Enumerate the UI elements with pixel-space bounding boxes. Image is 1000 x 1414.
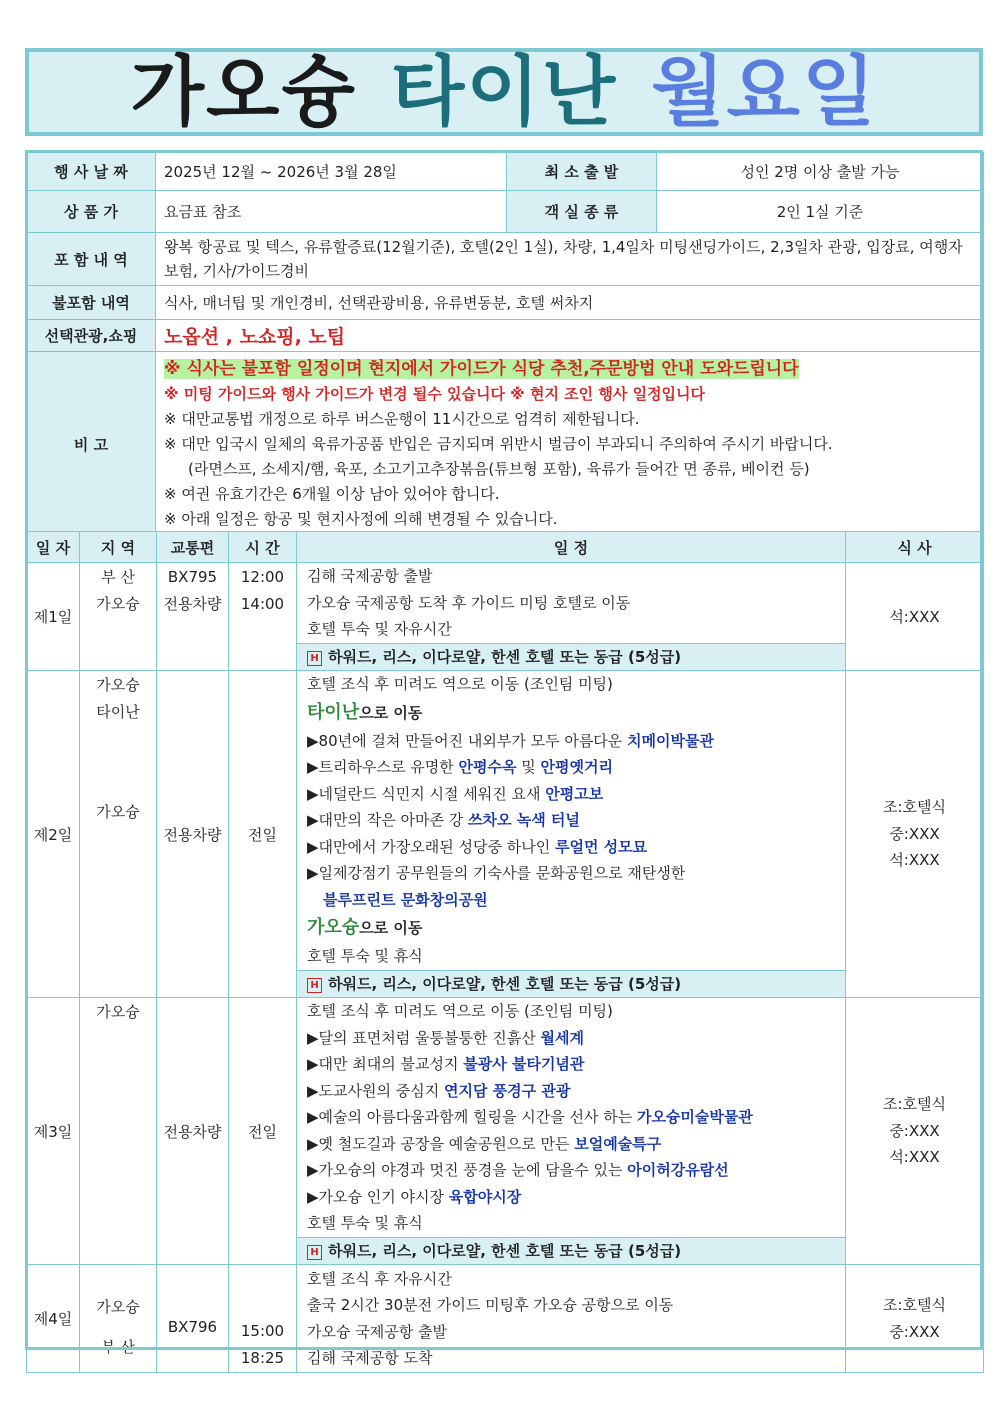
room-label: 객 실 종 류	[507, 191, 657, 233]
page-title	[25, 48, 983, 136]
day4-regions: 가오슝 부 산	[80, 1265, 157, 1373]
day2-transport: 전용차량	[157, 671, 229, 998]
day4-row	[27, 1265, 984, 1373]
remark-label: 비 고	[27, 352, 156, 537]
day2-meals: 조:호텔식 중:XXX 석:XXX	[846, 671, 984, 998]
title-part-2: 타이난	[390, 47, 618, 136]
day1-transport: BX795 전용차량	[157, 563, 229, 671]
remark-change: ※ 아래 일정은 항공 및 현지사정에 의해 변경될 수 있습니다.	[164, 509, 558, 528]
day1-plan: 김해 국제공항 출발 가오슝 국제공항 도착 후 가이드 미팅 호텔로 이동 호텔 투숙 및 자유시간 H 하워드, 리스, 이다로얄, 한센 호텔 또는 동급 (5성급)	[297, 563, 846, 671]
hotel-icon: H	[307, 651, 322, 666]
price-label: 상 품 가	[27, 191, 156, 233]
header-plan: 일 정	[297, 532, 846, 563]
day1-regions: 부 산 가오슝	[80, 563, 157, 671]
day3-hotel: H 하워드, 리스, 이다로얄, 한센 호텔 또는 동급 (5성급)	[297, 1237, 845, 1265]
day2-label: 제2일	[27, 671, 80, 998]
remark-passport: ※ 여권 유효기간은 6개월 이상 남아 있어야 합니다.	[164, 484, 500, 503]
option-label: 선택관광,쇼핑	[27, 320, 156, 352]
header-transport: 교통편	[157, 532, 229, 563]
remark-guide: ※ 미팅 가이드와 행사 가이드가 변경 될수 있습니다 ※ 현지 조인 행사 일정입니다	[164, 384, 706, 403]
header-time: 시 간	[229, 532, 297, 563]
include-label: 포 함 내 역	[27, 233, 156, 286]
day1-row	[27, 563, 984, 671]
day3-transport: 전용차량	[157, 998, 229, 1265]
day3-row	[27, 998, 984, 1265]
include-value: 왕복 항공료 및 텍스, 유류할증료(12월기준), 호텔(2인 1실), 차량, 1,4일차 미팅샌딩가이드, 2,3일차 관광, 입장료, 여행자보험, 기사/가이드경비	[156, 233, 984, 286]
day4-plan: 호텔 조식 후 자유시간 출국 2시간 30분전 가이드 미팅후 가오슝 공항으로 이동 가오슝 국제공항 출발 김해 국제공항 도착	[297, 1265, 846, 1373]
day1-label: 제1일	[27, 563, 80, 671]
room-value: 2인 1실 기준	[657, 191, 984, 233]
day3-region: 가오슝	[80, 998, 157, 1265]
remark-meal: ※ 식사는 불포함 일정이며 현지에서 가이드가 식당 추천,주문방법 안내 도와드립니다	[164, 358, 799, 379]
date-label: 행 사 날 짜	[27, 153, 156, 191]
day4-times: 15:00 18:25	[229, 1265, 297, 1373]
remark-meat-list: (라면스프, 소세지/햄, 육포, 소고기고추장볶음(튜브형 포함), 육류가 들어간 면 종류, 베이컨 등)	[188, 459, 810, 478]
remarks	[156, 352, 984, 537]
day3-plan: 호텔 조식 후 미려도 역으로 이동 (조인팀 미팅) ▶달의 표면처럼 울퉁불퉁한 진흙산 월세계 ▶대만 최대의 불교성지 불광사 불타기념관 ▶도교사원의 중심지 연지담 풍경구 관광 ▶예술의 아름다움과함께 힐링을 시간을 선사 하는 가오슝미술박물관 ▶옛 철도길과 공장을 예술공원으로 만든 보얼예술특구 ▶가오슝의 야경과 멋진 풍경을 눈에 담을수 있는 아이허강유람선 ▶가오슝 인기 야시장 육합야시장 호텔 투숙 및 휴식 H 하워드, 리스, 이다로얄, 한센 호텔 또는 동급 (5성급)	[297, 998, 846, 1265]
day4-label: 제4일	[27, 1265, 80, 1373]
info-table	[26, 152, 984, 537]
day1-meal: 석:XXX	[846, 563, 984, 671]
day1-hotel: H 하워드, 리스, 이다로얄, 한센 호텔 또는 동급 (5성급)	[297, 643, 845, 671]
header-region: 지 역	[80, 532, 157, 563]
min-departure-label: 최 소 출 발	[507, 153, 657, 191]
day4-meals: 조:호텔식 중:XXX	[846, 1265, 984, 1373]
hotel-icon: H	[307, 1245, 322, 1260]
remark-bus: ※ 대만교통법 개정으로 하루 버스운행이 11시간으로 엄격히 제한됩니다.	[164, 409, 640, 428]
exclude-value: 식사, 매너팁 및 개인경비, 선택관광비용, 유류변동분, 호텔 써차지	[156, 286, 984, 320]
day1-times: 12:00 14:00	[229, 563, 297, 671]
remark-meat: ※ 대만 입국시 일체의 육류가공품 반입은 금지되며 위반시 벌금이 부과되니 주의하여 주시기 바랍니다.	[164, 434, 833, 453]
header-meal: 식 사	[846, 532, 984, 563]
day2-regions: 가오슝 타이난 가오슝	[80, 671, 157, 998]
exclude-label: 불포함 내역	[27, 286, 156, 320]
title-part-3: 월요일	[651, 47, 878, 136]
day3-meals: 조:호텔식 중:XXX 석:XXX	[846, 998, 984, 1265]
day2-plan: 호텔 조식 후 미려도 역으로 이동 (조인팀 미팅) 타이난으로 이동 ▶80년에 걸쳐 만들어진 내외부가 모두 아름다운 치메이박물관 ▶트리하우스로 유명한 안평수옥 및 안평옛거리 ▶네덜란드 식민지 시절 세워진 요새 안평고보 ▶대만의 작은 아마존 강 쓰차오 녹색 터널 ▶대만에서 가장오래된 성당중 하나인 루얼먼 성모묘 ▶일제강점기 공무원들의 기숙사를 문화공원으로 재탄생한 블루프린트 문화창의공원 가오슝으로 이동 호텔 투숙 및 휴식 H 하워드, 리스, 이다로얄, 한센 호텔 또는 동급 (5성급)	[297, 671, 846, 998]
day2-hotel: H 하워드, 리스, 이다로얄, 한센 호텔 또는 동급 (5성급)	[297, 970, 845, 998]
header-day: 일 자	[27, 532, 80, 563]
schedule-table	[26, 531, 984, 1373]
day2-time: 전일	[229, 671, 297, 998]
title-part-1: 가오슝	[130, 47, 357, 136]
min-departure-value: 성인 2명 이상 출발 가능	[657, 153, 984, 191]
day3-time: 전일	[229, 998, 297, 1265]
price-value: 요금표 참조	[156, 191, 507, 233]
date-value: 2025년 12월 ~ 2026년 3월 28일	[156, 153, 507, 191]
day3-label: 제3일	[27, 998, 80, 1265]
hotel-icon: H	[307, 978, 322, 993]
day2-row	[27, 671, 984, 998]
option-value: 노옵션 , 노쇼핑, 노팁	[156, 320, 984, 352]
day4-transport: BX796	[157, 1265, 229, 1373]
